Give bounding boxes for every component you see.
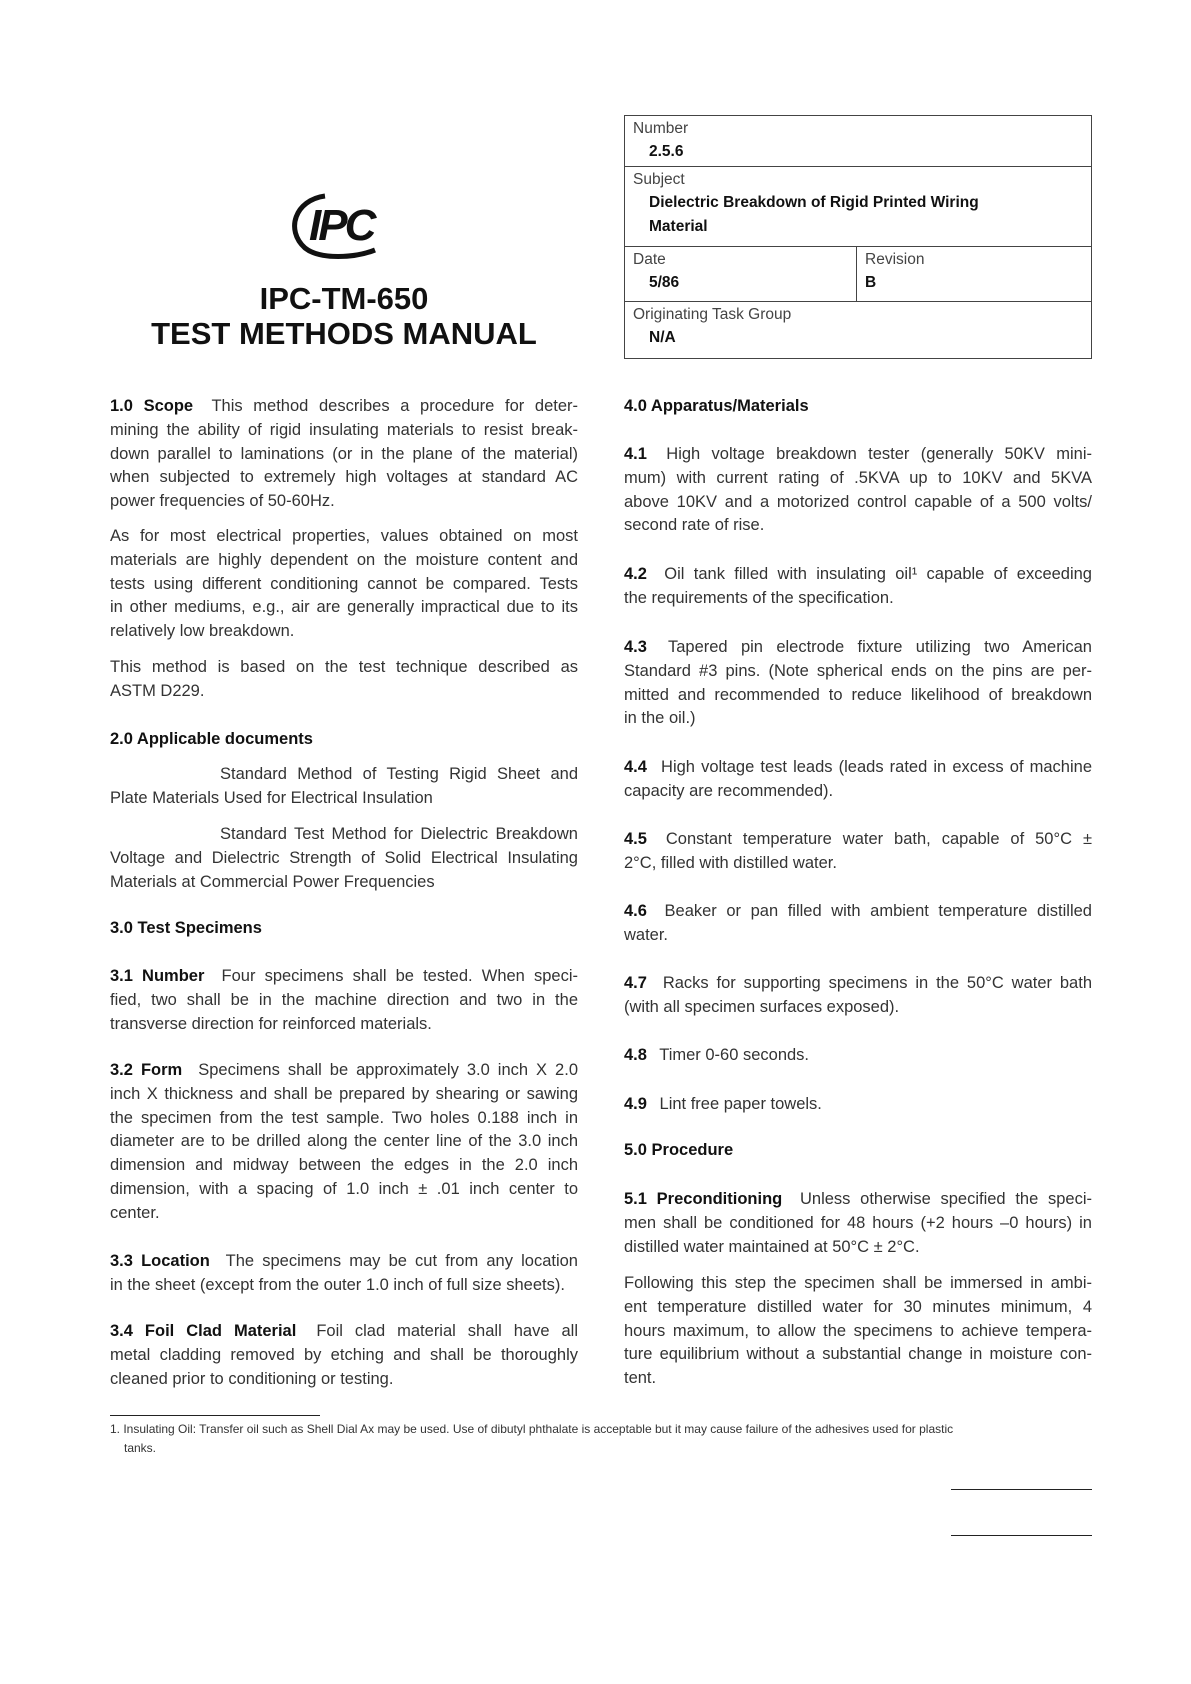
paragraph [110, 1059, 578, 1226]
paragraph-line [110, 656, 578, 680]
line-text: The specimens may be cut from any location [225, 1252, 578, 1270]
task-group-value: N/A [649, 329, 676, 346]
paragraph-lead: 4.1 [624, 445, 647, 463]
paragraph-line [110, 1250, 578, 1274]
section-heading-text: 2.0 Applicable documents [110, 730, 313, 748]
line-text: materials are highly dependent on the moisture content and [110, 550, 578, 569]
paragraph-line [624, 707, 1092, 731]
line-text: ture equilibrium without a substantial change in moisture con- [624, 1345, 1092, 1364]
line-text: metal cladding removed by etching and shall be thoroughly [110, 1345, 578, 1364]
paragraph-line [624, 467, 1092, 491]
paragraph-line [624, 514, 1092, 538]
line-text: dimension, with a spacing of 1.0 inch ± .01 inch center to [110, 1179, 578, 1198]
line-text: ent temperature distilled water for 30 minutes minimum, 4 [624, 1297, 1092, 1316]
paragraph [624, 900, 1092, 948]
paragraph-line [110, 1344, 578, 1368]
paragraph [110, 763, 578, 811]
paragraph-lead: 3.4 Foil Clad Material [110, 1322, 297, 1340]
line-text: diameter are to be drilled along the center line of the 3.0 inch [110, 1132, 578, 1151]
line-text: inch X thickness and shall be prepared by shearing or sawing [110, 1084, 578, 1103]
line-text: the specimen from the test sample. Two holes 0.188 inch in [110, 1108, 578, 1127]
paragraph-line [110, 871, 578, 895]
paragraph-line [624, 636, 1092, 660]
paragraph [110, 823, 578, 894]
paragraph-line [110, 1107, 578, 1131]
line-text: relatively low breakdown. [110, 622, 295, 641]
footnote-rule [110, 1415, 320, 1416]
line-text: ASTM D229. [110, 681, 205, 700]
revision-label: Revision [865, 251, 925, 268]
date-value: 5/86 [649, 274, 680, 291]
revision-cell [857, 247, 1091, 297]
line-text: High voltage test leads (leads rated in excess of machine [661, 758, 1092, 776]
paragraph-line [624, 852, 1092, 876]
paragraph-line [624, 972, 1092, 996]
paragraph-line [624, 1367, 1092, 1391]
ipc-logo [285, 190, 405, 260]
line-text: men shall be conditioned for 48 hours (+2 hours –0 hours) in [624, 1213, 1092, 1232]
section-heading-text: 3.0 Test Specimens [110, 919, 262, 937]
line-text: Following this step the specimen shall be immersed in ambi- [624, 1274, 1092, 1292]
line-text: Timer 0-60 seconds. [659, 1046, 810, 1064]
line-text: mining the ability of rigid insulating materials to resist break- [110, 420, 578, 439]
svg-text:IPC: IPC [309, 201, 374, 250]
revision-value: B [865, 274, 877, 291]
paragraph-line [624, 660, 1092, 684]
line-text: in the oil.) [624, 709, 696, 728]
line-text: Constant temperature water bath, capable of 50°C ± [665, 830, 1092, 848]
task-group-cell [625, 302, 1091, 352]
paragraph-line [110, 680, 578, 704]
line-text: the requirements of the specification. [624, 588, 894, 607]
line-text: in other mediums, e.g., air are generally impractical due to its [110, 598, 578, 617]
paragraph [624, 972, 1092, 1020]
paragraph [110, 525, 578, 644]
paragraph-line [624, 1320, 1092, 1344]
paragraph-line [110, 1368, 578, 1392]
paragraph [624, 1272, 1092, 1391]
line-text: in the sheet (except from the outer 1.0 inch of full size sheets). [110, 1275, 565, 1294]
line-text: Unless otherwise specified the speci- [799, 1190, 1092, 1208]
paragraph-line [624, 1044, 1092, 1068]
paragraph-line [110, 1202, 578, 1226]
paragraph-line [110, 490, 578, 514]
paragraph [110, 1320, 578, 1391]
paragraph-lead: 1.0 Scope [110, 397, 194, 415]
paragraph-line [624, 828, 1092, 852]
manual-code: IPC-TM-650 [259, 281, 429, 316]
paragraph-line [624, 1272, 1092, 1296]
paragraph-line [110, 466, 578, 490]
line-text: capacity are recommended). [624, 781, 834, 800]
paragraph-lead: 4.2 [624, 565, 647, 583]
line-text: This method is based on the test technique described as [110, 658, 578, 676]
paragraph-line [110, 620, 578, 644]
section-heading-text: 5.0 Procedure [624, 1141, 734, 1159]
paragraph-line [624, 1296, 1092, 1320]
section-heading [624, 1139, 1092, 1163]
section-heading [110, 728, 578, 752]
paragraph-line [624, 756, 1092, 780]
paragraph-line [110, 1130, 578, 1154]
subject-value-line1: Dielectric Breakdown of Rigid Printed Wiring [649, 194, 979, 211]
line-text: Standard #3 pins. (Note spherical ends on the pins are per- [624, 661, 1092, 680]
paragraph [624, 828, 1092, 876]
line-text: second rate of rise. [624, 516, 765, 535]
paragraph-line [110, 847, 578, 871]
line-text: Voltage and Dielectric Strength of Solid Electrical Insulating [110, 848, 578, 867]
paragraph-line [624, 780, 1092, 804]
footnote-line2: tanks. [124, 1441, 157, 1455]
line-text: cleaned prior to conditioning or testing. [110, 1369, 394, 1388]
paragraph [624, 1188, 1092, 1259]
paragraph-line [624, 684, 1092, 708]
paragraph-lead: 4.6 [624, 902, 647, 920]
section-heading-text: 4.0 Apparatus/Materials [624, 397, 809, 415]
line-text: hours maximum, to allow the specimens to achieve tempera- [624, 1321, 1092, 1340]
line-text: dimension and midway between the edges in the 2.0 inch [110, 1156, 578, 1175]
paragraph-line [110, 965, 578, 989]
paragraph-line [110, 1083, 578, 1107]
number-value: 2.5.6 [649, 143, 684, 160]
paragraph-line [624, 1212, 1092, 1236]
paragraph-line [110, 443, 578, 467]
line-text: down parallel to laminations (or in the plane of the material) [110, 444, 578, 463]
paragraph-line [110, 525, 578, 549]
line-text: Standard Test Method for Dielectric Breakdown [220, 825, 578, 843]
paragraph-lead: 4.8 [624, 1046, 647, 1064]
line-text: when subjected to extremely high voltages at standard AC [110, 468, 578, 487]
paragraph [110, 395, 578, 514]
paragraph-lead: 4.3 [624, 638, 647, 656]
line-text: 2°C, filled with distilled water. [624, 853, 837, 872]
paragraph [624, 756, 1092, 804]
line-text: This method describes a procedure for deter- [211, 397, 578, 415]
line-text: Oil tank filled with insulating oil¹ capable of exceeding [664, 565, 1092, 583]
paragraph-line [110, 787, 578, 811]
paragraph-line [110, 1274, 578, 1298]
paragraph-line [624, 1093, 1092, 1117]
paragraph-lead: 3.3 Location [110, 1252, 210, 1270]
paragraph-line [110, 823, 578, 847]
line-text: transverse direction for reinforced materials. [110, 1014, 432, 1033]
line-text: Standard Method of Testing Rigid Sheet and [220, 765, 578, 783]
line-text: Four specimens shall be tested. When speci- [221, 967, 578, 985]
paragraph [624, 1044, 1092, 1068]
line-text: water. [624, 925, 669, 944]
paragraph-line [624, 996, 1092, 1020]
line-text: mitted and recommended to reduce likelihood of breakdown [624, 685, 1092, 704]
line-text: High voltage breakdown tester (generally 50KV mini- [666, 445, 1092, 463]
paragraph-line [624, 1188, 1092, 1212]
line-text: Racks for supporting specimens in the 50°C water bath [662, 974, 1092, 992]
paragraph-line [110, 1178, 578, 1202]
paragraph-line [624, 924, 1092, 948]
line-text: (with all specimen surfaces exposed). [624, 997, 900, 1016]
paragraph-line [110, 763, 578, 787]
paragraph-lead: 4.5 [624, 830, 647, 848]
paragraph [110, 656, 578, 704]
line-text: mum) with current rating of .5KVA up to 10KV and 5KVA [624, 468, 1092, 487]
paragraph [110, 1250, 578, 1298]
paragraph [624, 563, 1092, 611]
task-group-label: Originating Task Group [633, 306, 792, 323]
paragraph-lead: 5.1 Preconditioning [624, 1190, 783, 1208]
line-text: As for most electrical properties, values obtained on most [110, 527, 578, 545]
paragraph-line [624, 1236, 1092, 1260]
line-text: Materials at Commercial Power Frequencies [110, 872, 435, 891]
line-text: power frequencies of 50-60Hz. [110, 492, 335, 511]
paragraph-line [110, 419, 578, 443]
paragraph-line [110, 1059, 578, 1083]
paragraph-line [624, 1343, 1092, 1367]
paragraph-line [110, 395, 578, 419]
line-text: Specimens shall be approximately 3.0 inch X 2.0 [198, 1061, 578, 1079]
line-text: Lint free paper towels. [659, 1095, 822, 1113]
paragraph-line [110, 989, 578, 1013]
paragraph-line [624, 443, 1092, 467]
signature-line [951, 1489, 1092, 1490]
paragraph-line [110, 1013, 578, 1037]
paragraph [624, 636, 1092, 731]
paragraph-lead: 3.2 Form [110, 1061, 183, 1079]
line-text: fied, two shall be in the machine direction and two in the [110, 990, 578, 1009]
paragraph-line [624, 900, 1092, 924]
paragraph [110, 965, 578, 1036]
date-label: Date [633, 251, 666, 268]
date-cell [625, 247, 857, 297]
number-label: Number [633, 120, 689, 137]
paragraph [624, 1093, 1092, 1117]
paragraph-line [110, 549, 578, 573]
subject-cell [625, 167, 1091, 241]
paragraph [624, 443, 1092, 538]
paragraph-lead: 4.9 [624, 1095, 647, 1113]
line-text: tent. [624, 1369, 657, 1388]
line-text: Foil clad material shall have all [316, 1322, 578, 1340]
paragraph-lead: 3.1 Number [110, 967, 205, 985]
line-text: tests using different conditioning cannot be compared. Tests [110, 574, 578, 593]
subject-value-line2: Material [649, 218, 708, 235]
paragraph-line [110, 573, 578, 597]
paragraph-line [110, 1320, 578, 1344]
signature-line [951, 1535, 1092, 1536]
section-heading [110, 917, 578, 941]
manual-title: TEST METHODS MANUAL [151, 316, 537, 351]
footnote-line1: 1. Insulating Oil: Transfer oil such as Shell Dial Ax may be used. Use of dibutyl phthalate is acceptable but it may cause failure of the adhesives used for plastic [110, 1422, 954, 1436]
paragraph-line [110, 596, 578, 620]
paragraph-line [624, 563, 1092, 587]
line-text: Beaker or pan filled with ambient temperature distilled [664, 902, 1092, 920]
subject-label: Subject [633, 171, 685, 188]
number-cell [625, 116, 1091, 166]
section-heading [624, 395, 1092, 419]
line-text: center. [110, 1203, 160, 1222]
paragraph-lead: 4.4 [624, 758, 647, 776]
paragraph-line [624, 587, 1092, 611]
line-text: above 10KV and a motorized control capable of a 500 volts/ [624, 492, 1092, 511]
paragraph-line [624, 491, 1092, 515]
line-text: distilled water maintained at 50°C ± 2°C. [624, 1237, 920, 1256]
paragraph-lead: 4.7 [624, 974, 647, 992]
line-text: Tapered pin electrode fixture utilizing two American [667, 638, 1092, 656]
paragraph-line [110, 1154, 578, 1178]
document-info-table [624, 115, 1092, 359]
line-text: Plate Materials Used for Electrical Insulation [110, 788, 433, 807]
